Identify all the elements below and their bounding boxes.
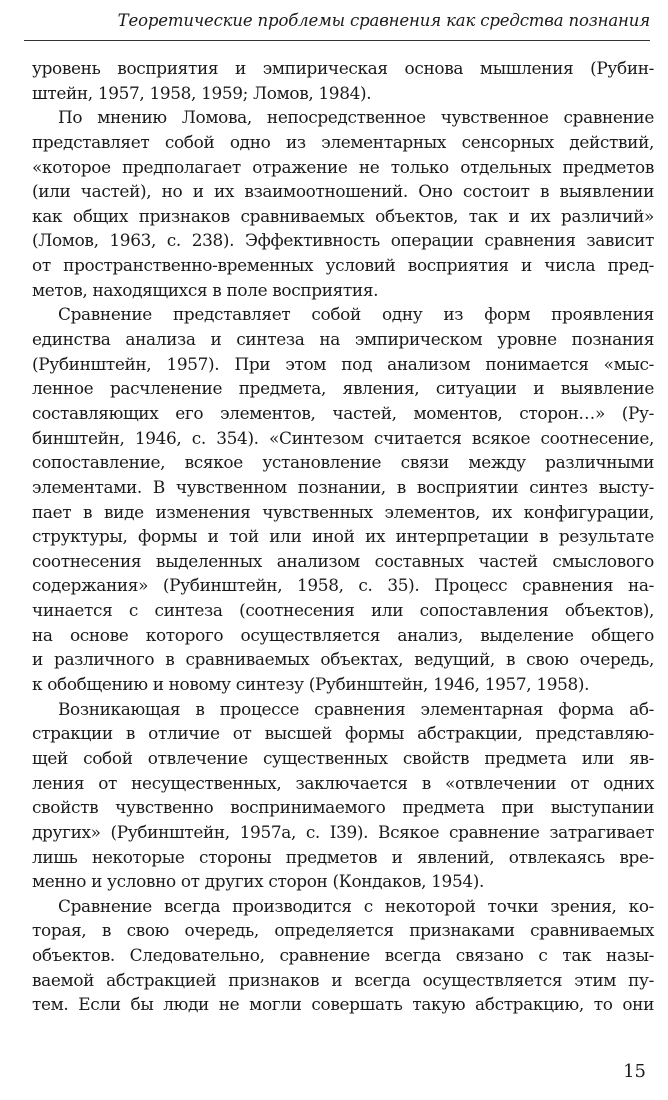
text-line: лишь некоторые стороны предметов и явлений, отвлекаясь вре- <box>32 846 654 867</box>
text-line: структуры, формы и той или иной их интерпретации в результате <box>32 526 654 547</box>
text-line: сопоставление, всякое установление связи между различными <box>32 452 654 473</box>
text-line: содержания» (Рубинштейн, 1958, с. 35). Процесс сравнения на- <box>32 575 654 596</box>
text-line: пает в виде изменения чувственных элементов, их конфигурации, <box>32 501 654 522</box>
paragraph <box>32 56 654 105</box>
paragraph <box>32 105 654 302</box>
text-line: «которое предполагает отражение не только отдельных предметов <box>32 156 654 177</box>
text-line: представляет собой одно из элементарных сенсорных действий, <box>32 131 654 152</box>
text-line: на основе которого осуществляется анализ, выделение общего <box>32 624 654 645</box>
text-line: других» (Рубинштейн, 1957а, с. I39). Всякое сравнение затрагивает <box>32 821 654 842</box>
text-line: элементами. В чувственном познании, в восприятии синтез высту- <box>32 476 654 497</box>
text-line: свойств чувственно воспринимаемого предмета при выступании <box>32 797 654 818</box>
text-line: чинается с синтеза (соотнесения или сопоставления объектов), <box>32 600 654 621</box>
text-line: составляющих его элементов, частей, моментов, сторон…» (Ру- <box>32 402 654 423</box>
body-text <box>32 56 654 1017</box>
text-line: щей собой отвлечение существенных свойств предмета или яв- <box>32 747 654 768</box>
page-number: 15 <box>623 1061 646 1082</box>
text-line: ления от несущественных, заключается в «отвлечении от одних <box>32 772 654 793</box>
text-line: менно и условно от других сторон (Кондаков, 1954). <box>32 871 485 892</box>
running-title: Теоретические проблемы сравнения как средства познания <box>117 11 650 30</box>
text-line: метов, находящихся в поле восприятия. <box>32 279 379 300</box>
text-line: соотнесения выделенных анализом составных частей смыслового <box>32 550 654 571</box>
text-line: и различного в сравниваемых объектах, ведущий, в свою очередь, <box>32 649 654 670</box>
text-line: тем. Если бы люди не могли совершать такую абстракцию, то они <box>32 994 654 1015</box>
paragraph <box>32 302 654 696</box>
text-line: (или частей), но и их взаимоотношений. Оно состоит в выявлении <box>32 181 654 202</box>
text-line: как общих признаков сравниваемых объектов, так и их различий» <box>32 205 654 226</box>
text-line: ваемой абстракцией признаков и всегда осуществляется этим пу- <box>32 969 654 990</box>
text-line: объектов. Следовательно, сравнение всегда связано с так назы- <box>32 945 654 966</box>
text-line: По мнению Ломова, непосредственное чувственное сравнение <box>58 107 654 128</box>
text-line: торая, в свою очередь, определяется признаками сравниваемых <box>32 920 654 941</box>
text-line: Сравнение всегда производится с некоторой точки зрения, ко- <box>58 895 654 916</box>
text-line: к обобщению и новому синтезу (Рубинштейн, 1946, 1957, 1958). <box>32 674 590 695</box>
text-line: ленное расчленение предмета, явления, ситуации и выявление <box>32 378 654 399</box>
text-line: Возникающая в процессе сравнения элементарная форма аб- <box>58 698 654 719</box>
text-line: от пространственно-временных условий восприятия и числа пред- <box>32 255 654 276</box>
text-line: штейн, 1957, 1958, 1959; Ломов, 1984). <box>32 82 372 103</box>
text-line: (Ломов, 1963, с. 238). Эффективность операции сравнения зависит <box>32 230 654 251</box>
text-line: (Рубинштейн, 1957). При этом под анализом понимается «мыс- <box>32 353 654 374</box>
text-line: единства анализа и синтеза на эмпирическом уровне познания <box>32 329 654 350</box>
text-line: бинштейн, 1946, с. 354). «Синтезом считается всякое соотнесение, <box>32 427 654 448</box>
text-line: уровень восприятия и эмпирическая основа мышления (Рубин- <box>32 58 654 78</box>
text-line: Сравнение представляет собой одну из форм проявления <box>58 304 654 325</box>
text-line: стракции в отличие от высшей формы абстракции, представляю- <box>32 723 654 744</box>
paragraph <box>32 697 654 894</box>
paragraph <box>32 894 654 1017</box>
running-header <box>24 6 650 41</box>
